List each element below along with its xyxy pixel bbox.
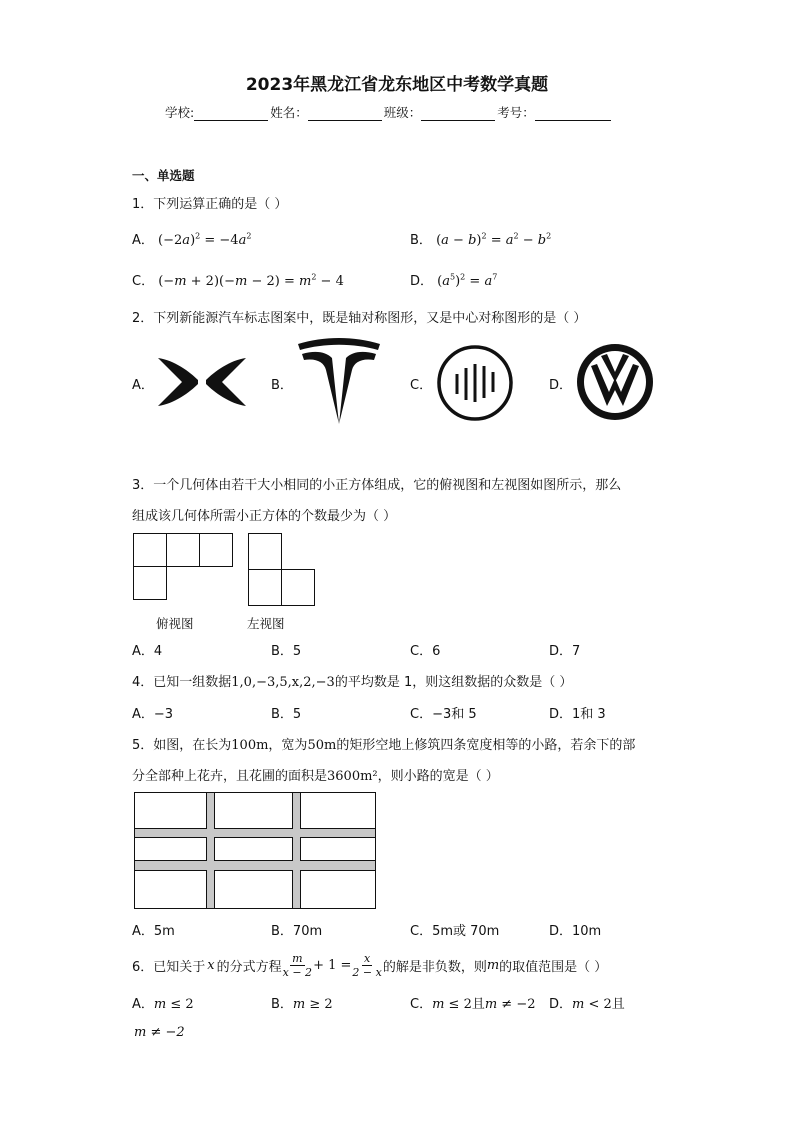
q6-stem-p2: 的分式方程 xyxy=(216,959,282,975)
t-logo-icon xyxy=(296,338,382,426)
q6-b-math: m ≥ 2 xyxy=(292,997,333,1012)
name-label: 姓名： xyxy=(270,105,308,120)
q6-option-c[interactable] xyxy=(410,993,536,1012)
q5-area: 3600m² xyxy=(327,769,378,784)
q5-option-d[interactable]: D．10m xyxy=(549,924,602,939)
q4-stem-suffix: 的平均数是 1，则这组数据的众数是（ ） xyxy=(334,675,573,690)
q4-option-b[interactable]: B．5 xyxy=(271,707,302,722)
q6-c-label: C． xyxy=(410,997,433,1012)
q5-option-a[interactable]: A．5m xyxy=(132,924,175,939)
q1-d-math: $(a^5)^2 = a^7$ xyxy=(437,272,498,289)
q1-d-label: D． xyxy=(410,274,434,289)
q6-stem-p1: 6．已知关于 xyxy=(132,959,206,975)
q3-stem-line1: 3．一个几何体由若干大小相同的小正方体组成，它的俯视图和左视图如图所示，那么 xyxy=(132,478,622,493)
q6-stem-p4: 的取值范围是（ ） xyxy=(499,959,608,975)
q4-stem xyxy=(132,671,572,690)
q6-c-math: m ≤ 2且m ≠ −2 xyxy=(432,997,536,1012)
q3-option-d[interactable]: D．7 xyxy=(549,644,581,659)
q3-option-a[interactable]: A．4 xyxy=(132,644,163,659)
q1-option-b[interactable] xyxy=(410,229,551,248)
page-title: 2023年黑龙江省龙东地区中考数学真题 xyxy=(245,75,549,95)
q5-width: 50m xyxy=(307,738,337,753)
q6-plus-one: + 1 = xyxy=(313,957,352,973)
q1-b-math: $(a - b)^2 = a^2 - b^2$ xyxy=(436,231,552,248)
q5-stem-p1: 5．如图，在长为 xyxy=(132,738,232,753)
q2-stem: 2．下列新能源汽车标志图案中，既是轴对称图形，又是中心对称图形的是（ ） xyxy=(132,311,587,326)
q3-option-c[interactable]: C．6 xyxy=(410,644,441,659)
top-view-diagram xyxy=(133,533,234,601)
q6-option-d-wrap: m ≠ −2 xyxy=(134,1025,185,1040)
q5-stem-line2-p1: 分全部种上花卉，且花圃的面积是 xyxy=(132,769,328,784)
q6-fraction-right: $\frac{x}{2 - x}$ xyxy=(352,951,382,979)
section-heading: 一、单选题 xyxy=(132,168,195,183)
q5-stem-p3: 的矩形空地上修筑四条宽度相等的小路，若余下的部 xyxy=(336,738,636,753)
left-view-caption: 左视图 xyxy=(247,616,285,631)
q1-option-d[interactable] xyxy=(410,270,497,289)
q6-a-math: m ≤ 2 xyxy=(153,997,194,1012)
q2-option-a-label[interactable]: A． xyxy=(132,378,154,393)
garden-paths-diagram xyxy=(134,792,376,909)
q4-option-d[interactable]: D．1和 3 xyxy=(549,707,606,722)
q2-option-b-label[interactable]: B． xyxy=(271,378,293,393)
q4-data: 1,0,−3,5,x,2,−3 xyxy=(231,675,335,690)
q1-option-c[interactable] xyxy=(132,270,344,289)
q5-stem-line2 xyxy=(132,765,499,784)
q6-var-x: x xyxy=(207,957,215,973)
q1-stem: 1．下列运算正确的是（ ） xyxy=(132,197,288,212)
q6-stem xyxy=(132,950,607,980)
q1-c-math: $(-m + 2)(-m - 2) = m^2 - 4$ xyxy=(158,272,344,289)
q1-option-a[interactable] xyxy=(132,229,251,248)
q4-option-c[interactable]: C．−3和 5 xyxy=(410,707,477,722)
q5-stem-line1 xyxy=(132,734,635,753)
name-blank[interactable] xyxy=(308,106,382,121)
q5-stem-line2-p2: ，则小路的宽是（ ） xyxy=(377,769,499,784)
q2-option-c-label[interactable]: C． xyxy=(410,378,433,393)
left-view-diagram xyxy=(248,533,316,607)
q5-option-b[interactable]: B．70m xyxy=(271,924,323,939)
q6-option-b[interactable] xyxy=(271,993,333,1012)
exam-no-blank[interactable] xyxy=(535,106,611,121)
q3-stem-line2: 组成该几何体所需小正方体的个数最少为（ ） xyxy=(132,509,397,524)
q6-stem-p3: 的解是非负数，则 xyxy=(382,959,487,975)
q6-option-a[interactable] xyxy=(132,993,194,1012)
school-label: 学校: xyxy=(165,105,195,120)
q6-b-label: B． xyxy=(271,997,293,1012)
q2-option-d-label[interactable]: D． xyxy=(549,378,573,393)
class-blank[interactable] xyxy=(421,106,495,121)
class-label: 班级： xyxy=(383,105,422,120)
exam-no-label: 考号： xyxy=(497,105,535,120)
q5-stem-p2: ，宽为 xyxy=(268,738,308,753)
q6-d-math: m < 2且 xyxy=(572,997,625,1012)
q6-d-label: D． xyxy=(549,997,573,1012)
q5-length: 100m xyxy=(231,738,269,753)
q3-option-b[interactable]: B．5 xyxy=(271,644,302,659)
q4-stem-prefix: 4．已知一组数据 xyxy=(132,675,232,690)
q5-option-c[interactable]: C．5m或 70m xyxy=(410,924,500,939)
top-view-caption: 俯视图 xyxy=(156,616,194,631)
bars-circle-logo-icon xyxy=(436,344,514,422)
school-blank[interactable] xyxy=(194,106,268,121)
q6-fraction-left: $\frac{m}{x - 2}$ xyxy=(282,951,313,979)
q4-option-a[interactable]: A．−3 xyxy=(132,707,174,722)
q1-c-label: C． xyxy=(132,274,155,289)
q1-a-label: A． xyxy=(132,233,154,248)
x-logo-icon xyxy=(156,354,248,410)
q1-a-math: $(-2a)^2 = -4a^2$ xyxy=(158,231,252,248)
q6-a-label: A． xyxy=(132,997,154,1012)
student-info-line xyxy=(165,103,613,121)
q6-option-d[interactable] xyxy=(549,993,625,1012)
vw-logo-icon xyxy=(575,342,655,422)
q6-var-m: m xyxy=(486,957,500,973)
q1-b-label: B． xyxy=(410,233,432,248)
